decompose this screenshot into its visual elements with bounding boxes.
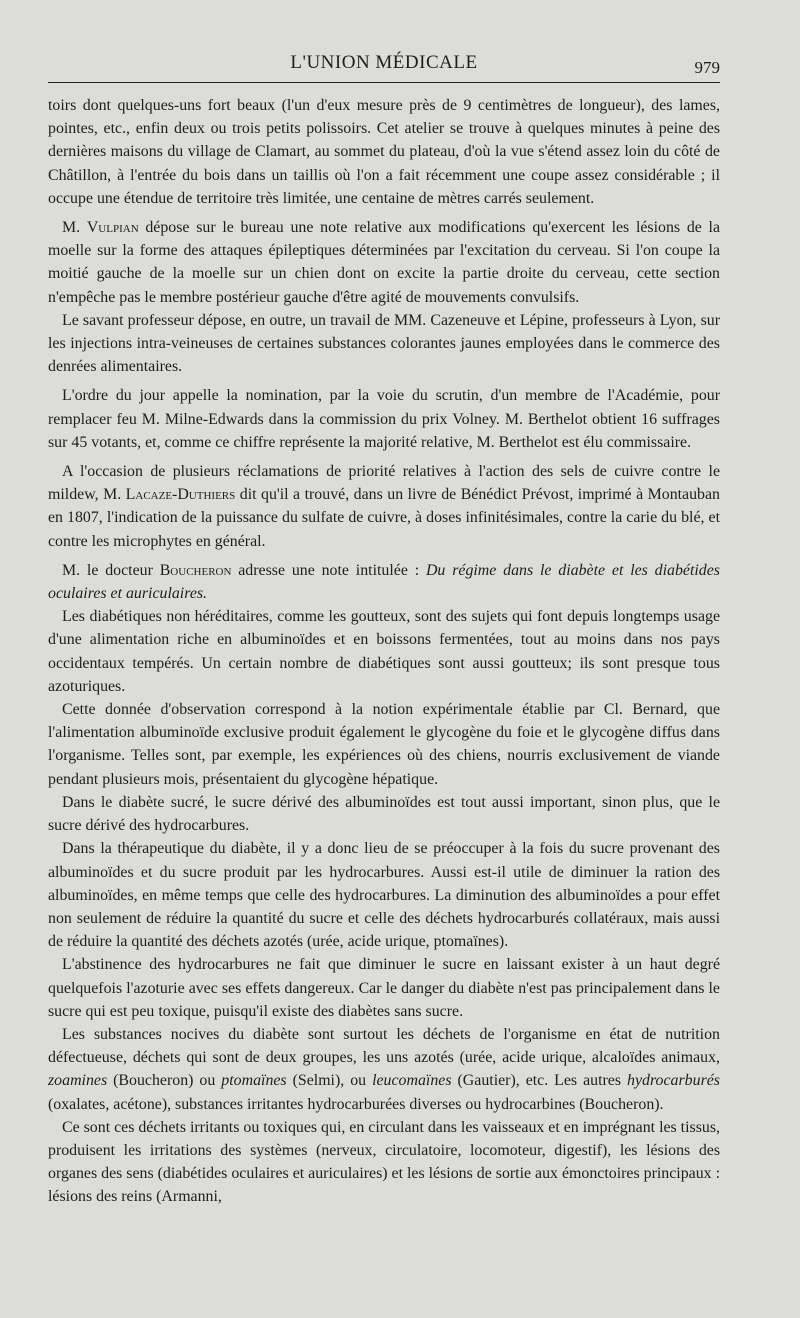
author-name: Vulpian bbox=[86, 219, 139, 237]
paragraph: L'abstinence des hydrocarbures ne fait que diminuer le sucre en laissant exister à un haut degré quelquefois l'azoturie avec ses effets dangereux. Car le danger du diabète n'est pas principalement dans le sucre qui est peu toxique, puisqu'il existe des diabètes sans sucre. bbox=[48, 956, 720, 1020]
author-name: Lacaze-Duthiers bbox=[125, 486, 236, 504]
paragraph: M. Vulpian dépose sur le bureau une note relative aux modifications qu'exercent les lésions de la moelle sur la forme des attaques épileptiques déterminées par l'excitation du cerveau. Si l'on coupe la moitié gauche de la moelle sur un chien dont on excite la partie droite du cerveau, cette section n'empêche pas le membre postérieur gauche d'être agité de mouvements convulsifs. bbox=[48, 219, 720, 306]
paragraph: M. le docteur Boucheron adresse une note intitulée : Du régime dans le diabète et les diabétides oculaires et auriculaires. bbox=[48, 561, 720, 603]
paragraph: Dans le diabète sucré, le sucre dérivé des albuminoïdes est tout aussi important, sinon plus, que le sucre dérivé des hydrocarbures. bbox=[48, 793, 720, 835]
paragraph: Les diabétiques non héréditaires, comme les goutteux, sont des sujets qui font depuis longtemps usage d'une alimentation riche en albuminoïdes et en boissons fermentées, tout au moins dans nos pays occidentaux tempérés. Un certain nombre de diabétiques sont aussi goutteux; ils sont presque tous azoturiques. bbox=[48, 608, 720, 695]
italic-term: ptomaïnes bbox=[221, 1072, 287, 1090]
italic-term: leucomaïnes bbox=[372, 1072, 452, 1090]
paragraph: A l'occasion de plusieurs réclamations de priorité relatives à l'action des sels de cuivre contre le mildew, M. Lacaze-Duthiers dit qu'il a trouvé, dans un livre de Bénédict Prévost, imprimé à Montauban en 1807, l'indication de la puissance du sulfate de cuivre, à doses infinitésimales, contre la carie du blé, et contre les microphytes en général. bbox=[48, 463, 721, 550]
running-title: L'UNION MÉDICALE bbox=[290, 52, 478, 73]
paragraph: Le savant professeur dépose, en outre, un travail de MM. Cazeneuve et Lépine, professeurs à Lyon, sur les injections intra-veineuses de certaines substances colorantes jaunes employées dans le commerce des denrées alimentaires. bbox=[48, 311, 720, 376]
page-number: 979 bbox=[694, 58, 720, 77]
note-title: Du régime dans le diabète et les diabétides oculaires et auriculaires. bbox=[48, 561, 720, 603]
author-name: Boucheron bbox=[159, 561, 232, 579]
paragraph: Cette donnée d'observation correspond à la notion expérimentale établie par Cl. Bernard, que l'alimentation albuminoïde exclusive produit également le glycogène du foie et le glycogène diffus dans l'organisme. Telles sont, par exemple, les expériences où des chiens, nourris exclusivement de viande pendant plusieurs mois, présentaient du glycogène hépatique. bbox=[48, 701, 720, 788]
body-text bbox=[48, 94, 720, 1209]
italic-term: zoamines bbox=[48, 1072, 108, 1090]
paragraph: L'ordre du jour appelle la nomination, par la voie du scrutin, d'un membre de l'Académie, pour remplacer feu M. Milne-Edwards dans la commission du prix Volney. M. Berthelot obtient 16 suffrages sur 45 votants, et, comme ce chiffre représente la majorité relative, M. Berthelot est élu commissaire. bbox=[48, 387, 720, 451]
italic-term: hydrocarburés bbox=[627, 1072, 720, 1090]
paragraph: Ce sont ces déchets irritants ou toxiques qui, en circulant dans les vaisseaux et en imprégnant les tissus, produisent les irritations des systèmes (nerveux, circulatoire, locomoteur, digestif), les lésions des organes des sens (diabétides oculaires et auriculaires) et les lésions de sortie aux émonctoires principaux : lésions des reins (Armanni, bbox=[48, 1118, 720, 1206]
paragraph: Les substances nocives du diabète sont surtout les déchets de l'organisme en état de nutrition défectueuse, déchets qui sont de deux groupes, les uns azotés (urée, acide urique, alcaloïdes animaux, zoamines (Boucheron) ou ptomaïnes (Selmi), ou leucomaïnes (Gautier), etc. Les autres hydrocarburés (oxalates, acétone), substances irritantes hydrocarburées diverses ou hydrocarbines (Boucheron). bbox=[48, 1025, 720, 1113]
page-header bbox=[48, 52, 720, 83]
paragraph: Dans la thérapeutique du diabète, il y a donc lieu de se préoccuper à la fois du sucre provenant des albuminoïdes et du sucre produit par les hydrocarbures. Aussi est-il utile de diminuer la ration des albuminoïdes, en même temps que celle des hydrocarbures. La diminution des albuminoïdes a pour effet non seulement de réduire la quantité du sucre et celle des déchets hydrocarburés collatéraux, mais aussi de réduire la quantité des déchets azotés (urée, acide urique, ptomaïnes). bbox=[48, 840, 720, 951]
paragraph: toirs dont quelques-uns fort beaux (l'un d'eux mesure près de 9 centimètres de longueur), des lames, pointes, etc., enfin deux ou trois petits polissoirs. Cet atelier se trouve à quelques minutes à peine des dernières maisons du village de Clamart, au sommet du plateau, d'où la vue s'étend assez loin du côté de Châtillon, à l'entrée du bois dans un taillis où l'on a fait récemment une coupe assez considérable ; il occupe une étendue de territoire très limitée, une centaine de mètres carrés seulement. bbox=[48, 97, 720, 207]
